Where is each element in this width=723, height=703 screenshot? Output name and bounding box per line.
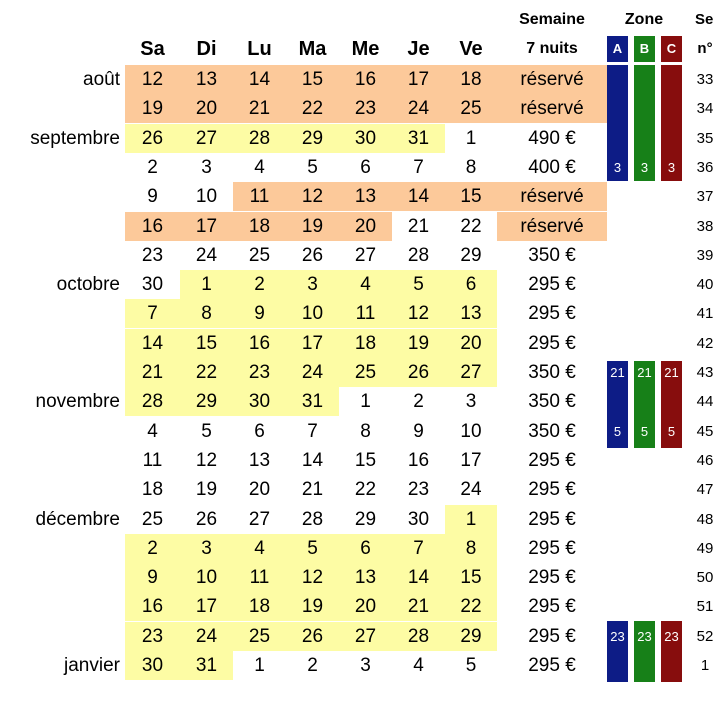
day-cell: 8 bbox=[445, 534, 497, 563]
day-cell: 9 bbox=[125, 563, 180, 592]
day-cell: 29 bbox=[445, 622, 497, 651]
week-number: 41 bbox=[696, 305, 714, 323]
day-cell: 1 bbox=[465, 127, 477, 149]
day-cell: 11 bbox=[233, 563, 286, 592]
day-cell: 16 bbox=[233, 329, 286, 358]
zone-c-week-label: 3 bbox=[667, 159, 676, 175]
week-number-header-top: Se bbox=[695, 11, 714, 28]
price-cell: 295 € bbox=[528, 537, 576, 559]
day-cell: 20 bbox=[339, 592, 392, 621]
day-cell: 14 bbox=[301, 449, 324, 471]
day-cell: 24 bbox=[180, 622, 233, 651]
day-cell: 13 bbox=[339, 182, 392, 211]
month-label: novembre bbox=[35, 391, 120, 413]
day-cell: 24 bbox=[460, 479, 482, 501]
day-cell: 27 bbox=[445, 358, 497, 387]
day-cell: 14 bbox=[233, 65, 286, 94]
day-cell: 7 bbox=[125, 299, 180, 328]
day-cell: 2 bbox=[233, 270, 286, 299]
day-cell: 14 bbox=[125, 329, 180, 358]
day-cell: 19 bbox=[125, 94, 180, 123]
day-cell: 3 bbox=[465, 391, 477, 413]
day-cell: 25 bbox=[339, 358, 392, 387]
day-cell: 5 bbox=[465, 655, 477, 676]
zone-c-week-label: 21 bbox=[664, 365, 679, 380]
day-cell: 15 bbox=[354, 449, 377, 471]
day-cell: 3 bbox=[201, 156, 212, 178]
day-cell: 20 bbox=[445, 329, 497, 358]
day-cell: 27 bbox=[339, 622, 392, 651]
day-cell: 10 bbox=[460, 420, 482, 442]
week-number: 45 bbox=[696, 422, 714, 440]
day-cell: 21 bbox=[407, 215, 430, 237]
day-cell: 4 bbox=[339, 270, 392, 299]
day-cell: 25 bbox=[248, 244, 271, 266]
day-cell: 7 bbox=[392, 534, 445, 563]
week-number: 36 bbox=[696, 158, 714, 176]
week-number: 50 bbox=[696, 569, 714, 587]
price-cell: réservé bbox=[497, 212, 607, 241]
price-cell: 350 € bbox=[528, 362, 576, 383]
week-number: 42 bbox=[696, 334, 714, 352]
month-label: septembre bbox=[30, 127, 120, 149]
day-cell: 2 bbox=[307, 655, 318, 676]
day-cell: 8 bbox=[360, 420, 371, 442]
price-cell: 350 € bbox=[528, 244, 576, 266]
day-cell: 13 bbox=[339, 563, 392, 592]
day-cell: 17 bbox=[180, 592, 233, 621]
day-cell: 12 bbox=[125, 65, 180, 94]
day-header-6: Ve bbox=[459, 38, 483, 60]
price-cell: 295 € bbox=[528, 567, 576, 589]
day-cell: 28 bbox=[301, 508, 324, 530]
day-cell: 27 bbox=[180, 124, 233, 153]
day-cell: 20 bbox=[339, 212, 392, 241]
day-cell: 10 bbox=[180, 563, 233, 592]
day-cell: 26 bbox=[195, 508, 218, 530]
day-cell: 2 bbox=[147, 156, 158, 178]
day-cell: 6 bbox=[445, 270, 497, 299]
day-cell: 18 bbox=[233, 212, 286, 241]
day-cell: 31 bbox=[392, 124, 445, 153]
week-number: 38 bbox=[696, 217, 714, 235]
day-cell: 18 bbox=[339, 329, 392, 358]
day-cell: 1 bbox=[445, 505, 497, 534]
day-cell: 5 bbox=[286, 534, 339, 563]
day-cell: 23 bbox=[339, 94, 392, 123]
week-number: 48 bbox=[696, 510, 714, 528]
day-cell: 17 bbox=[460, 449, 482, 471]
week-number: 51 bbox=[696, 598, 714, 616]
day-cell: 28 bbox=[125, 387, 180, 416]
price-cell: 490 € bbox=[528, 127, 576, 149]
price-cell: 350 € bbox=[528, 391, 576, 413]
week-number: 1 bbox=[700, 657, 710, 674]
month-label: décembre bbox=[35, 508, 120, 530]
price-cell: réservé bbox=[497, 94, 607, 123]
price-cell: 295 € bbox=[528, 479, 576, 501]
day-cell: 3 bbox=[360, 655, 371, 676]
day-cell: 7 bbox=[413, 156, 424, 178]
zone-a-week-label: 23 bbox=[610, 628, 625, 644]
day-cell: 4 bbox=[147, 420, 158, 442]
price-cell: 295 € bbox=[528, 303, 576, 325]
day-cell: 2 bbox=[125, 534, 180, 563]
price-cell: réservé bbox=[497, 65, 607, 94]
week-number: 52 bbox=[696, 627, 714, 645]
day-cell: 24 bbox=[286, 358, 339, 387]
week-number: 47 bbox=[696, 481, 714, 499]
week-number: 40 bbox=[696, 276, 714, 294]
day-cell: 20 bbox=[180, 94, 233, 123]
day-cell: 16 bbox=[125, 592, 180, 621]
day-cell: 22 bbox=[460, 215, 482, 237]
day-cell: 11 bbox=[142, 449, 163, 471]
day-cell: 4 bbox=[233, 534, 286, 563]
day-header-4: Me bbox=[351, 38, 380, 60]
zone-b-header: B bbox=[634, 36, 655, 62]
day-cell: 11 bbox=[339, 299, 392, 328]
day-cell: 29 bbox=[180, 387, 233, 416]
price-cell: 295 € bbox=[528, 508, 576, 530]
day-cell: 9 bbox=[413, 420, 424, 442]
day-cell: 25 bbox=[445, 94, 497, 123]
price-cell: 295 € bbox=[528, 655, 576, 676]
day-header-5: Je bbox=[407, 38, 430, 60]
day-cell: 8 bbox=[465, 156, 477, 178]
day-cell: 19 bbox=[286, 212, 339, 241]
day-cell: 29 bbox=[286, 124, 339, 153]
zone-b-week-label: 5 bbox=[640, 423, 649, 439]
day-cell: 6 bbox=[254, 420, 265, 442]
day-cell: 19 bbox=[392, 329, 445, 358]
day-cell: 3 bbox=[180, 534, 233, 563]
zone-a-header: A bbox=[607, 36, 628, 62]
zone-a-week-label: 3 bbox=[613, 159, 622, 175]
price-cell: 295 € bbox=[528, 449, 576, 471]
day-cell: 13 bbox=[445, 299, 497, 328]
day-cell: 16 bbox=[125, 212, 180, 241]
day-cell: 23 bbox=[233, 358, 286, 387]
week-number: 34 bbox=[696, 100, 714, 118]
day-cell: 5 bbox=[307, 156, 318, 178]
zone-c-week-label: 23 bbox=[664, 628, 679, 644]
day-cell: 19 bbox=[195, 479, 218, 501]
day-cell: 31 bbox=[180, 651, 233, 680]
nuits-header: 7 nuits bbox=[526, 40, 578, 57]
day-cell: 18 bbox=[141, 479, 164, 501]
day-cell: 1 bbox=[254, 655, 265, 676]
day-cell: 5 bbox=[201, 420, 212, 442]
day-header-1: Di bbox=[196, 38, 217, 60]
day-cell: 4 bbox=[254, 156, 265, 178]
day-header-3: Ma bbox=[298, 38, 327, 60]
day-cell: 2 bbox=[413, 391, 424, 413]
day-cell: 23 bbox=[407, 479, 430, 501]
day-cell: 1 bbox=[360, 391, 371, 413]
day-cell: 10 bbox=[195, 186, 218, 208]
day-cell: 30 bbox=[141, 274, 164, 296]
day-cell: 17 bbox=[392, 65, 445, 94]
day-cell: 12 bbox=[286, 182, 339, 211]
week-number: 37 bbox=[696, 188, 714, 206]
week-number: 46 bbox=[696, 451, 714, 469]
day-cell: 25 bbox=[141, 508, 164, 530]
day-cell: 17 bbox=[180, 212, 233, 241]
day-cell: 21 bbox=[125, 358, 180, 387]
day-cell: 11 bbox=[233, 182, 286, 211]
week-number: 44 bbox=[696, 393, 714, 411]
day-cell: 13 bbox=[180, 65, 233, 94]
price-cell: 295 € bbox=[528, 332, 576, 354]
day-cell: 6 bbox=[339, 534, 392, 563]
day-cell: 18 bbox=[233, 592, 286, 621]
day-cell: 25 bbox=[233, 622, 286, 651]
zone-a-week-label: 5 bbox=[613, 423, 622, 439]
day-cell: 27 bbox=[248, 508, 271, 530]
price-cell: 295 € bbox=[528, 596, 576, 618]
day-cell: 28 bbox=[407, 244, 430, 266]
day-cell: 29 bbox=[460, 244, 482, 266]
semaine-header: Semaine bbox=[519, 11, 585, 28]
day-cell: 9 bbox=[233, 299, 286, 328]
day-header-0: Sa bbox=[140, 38, 165, 60]
price-cell: 295 € bbox=[528, 274, 576, 296]
day-cell: 15 bbox=[445, 182, 497, 211]
zone-b-week-label: 21 bbox=[637, 365, 652, 380]
month-label: octobre bbox=[56, 274, 120, 296]
day-cell: 30 bbox=[339, 124, 392, 153]
day-cell: 6 bbox=[360, 156, 371, 178]
day-cell: 13 bbox=[248, 449, 271, 471]
zone-b-week-label: 3 bbox=[640, 159, 649, 175]
price-cell: réservé bbox=[497, 182, 607, 211]
day-cell: 22 bbox=[445, 592, 497, 621]
zone-b-week-label: 23 bbox=[637, 628, 652, 644]
day-cell: 26 bbox=[392, 358, 445, 387]
price-cell: 350 € bbox=[528, 420, 576, 442]
day-cell: 3 bbox=[286, 270, 339, 299]
month-label: janvier bbox=[64, 655, 120, 676]
day-cell: 22 bbox=[354, 479, 377, 501]
day-cell: 8 bbox=[180, 299, 233, 328]
day-cell: 12 bbox=[195, 449, 218, 471]
day-cell: 14 bbox=[392, 563, 445, 592]
day-cell: 26 bbox=[286, 622, 339, 651]
price-cell: 400 € bbox=[528, 156, 576, 178]
day-cell: 23 bbox=[125, 622, 180, 651]
day-cell: 31 bbox=[286, 387, 339, 416]
day-cell: 18 bbox=[445, 65, 497, 94]
day-cell: 16 bbox=[407, 449, 430, 471]
day-cell: 28 bbox=[233, 124, 286, 153]
day-cell: 30 bbox=[125, 651, 180, 680]
zone-a-week-label: 21 bbox=[610, 365, 625, 380]
day-cell: 15 bbox=[445, 563, 497, 592]
zone-header: Zone bbox=[624, 11, 664, 28]
day-cell: 15 bbox=[180, 329, 233, 358]
day-cell: 30 bbox=[233, 387, 286, 416]
day-cell: 21 bbox=[392, 592, 445, 621]
day-cell: 28 bbox=[392, 622, 445, 651]
day-header-2: Lu bbox=[247, 38, 272, 60]
day-cell: 5 bbox=[392, 270, 445, 299]
day-cell: 30 bbox=[407, 508, 430, 530]
day-cell: 16 bbox=[339, 65, 392, 94]
week-number-header-bottom: n° bbox=[697, 40, 713, 57]
zone-c-week-label: 5 bbox=[667, 423, 676, 439]
day-cell: 26 bbox=[125, 124, 180, 153]
day-cell: 10 bbox=[286, 299, 339, 328]
day-cell: 21 bbox=[233, 94, 286, 123]
day-cell: 9 bbox=[147, 186, 158, 208]
day-cell: 23 bbox=[141, 244, 164, 266]
week-number: 33 bbox=[696, 71, 714, 88]
week-number: 49 bbox=[696, 539, 714, 557]
day-cell: 4 bbox=[413, 655, 424, 676]
zone-c-header: C bbox=[661, 36, 682, 62]
day-cell: 1 bbox=[180, 270, 233, 299]
day-cell: 29 bbox=[354, 508, 377, 530]
day-cell: 12 bbox=[286, 563, 339, 592]
price-cell: 295 € bbox=[528, 625, 576, 647]
day-cell: 19 bbox=[286, 592, 339, 621]
week-number: 35 bbox=[696, 129, 714, 147]
day-cell: 22 bbox=[180, 358, 233, 387]
day-cell: 12 bbox=[392, 299, 445, 328]
day-cell: 24 bbox=[392, 94, 445, 123]
day-cell: 24 bbox=[195, 244, 218, 266]
day-cell: 17 bbox=[286, 329, 339, 358]
day-cell: 26 bbox=[301, 244, 324, 266]
week-number: 39 bbox=[696, 246, 714, 264]
day-cell: 14 bbox=[392, 182, 445, 211]
day-cell: 20 bbox=[248, 479, 271, 501]
day-cell: 15 bbox=[286, 65, 339, 94]
day-cell: 21 bbox=[301, 479, 324, 501]
day-cell: 7 bbox=[307, 420, 318, 442]
day-cell: 27 bbox=[354, 244, 377, 266]
day-cell: 22 bbox=[286, 94, 339, 123]
month-label: août bbox=[83, 69, 120, 90]
week-number: 43 bbox=[696, 364, 714, 381]
